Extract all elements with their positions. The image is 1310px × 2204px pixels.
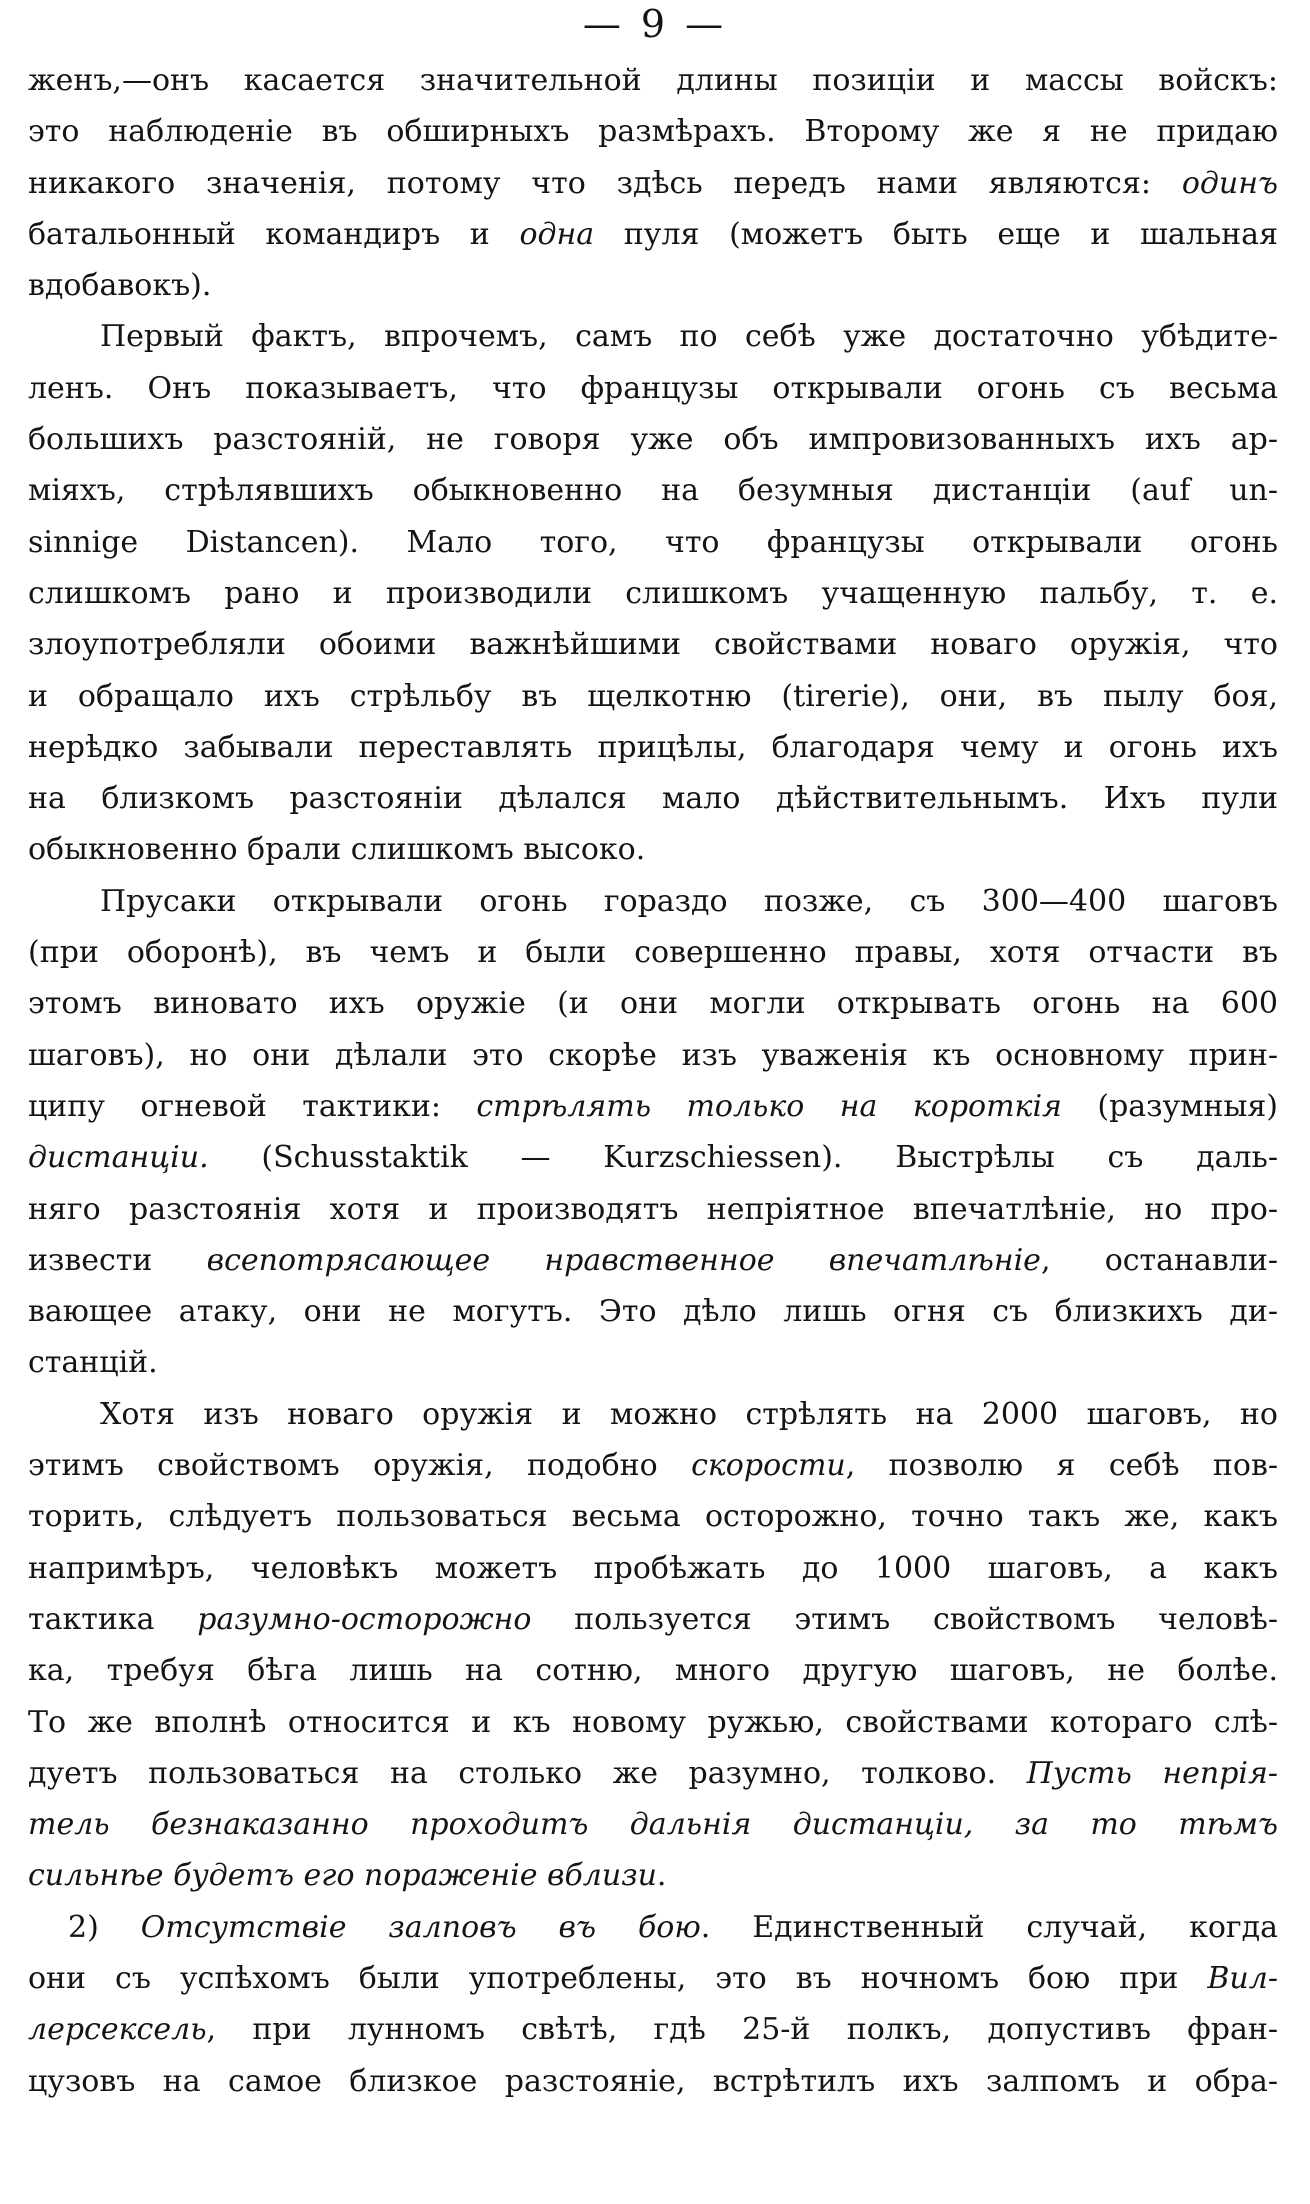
text-line: они съ успѣхомъ были употреблены, это въ ночномъ бою при Вил- (28, 1960, 1278, 1996)
text-line: То же вполнѣ относится и къ новому ружью, свойствами котораго слѣ- (28, 1704, 1278, 1740)
text-line: міяхъ, стрѣлявшихъ обыкновенно на безумныя дистанціи (auf un- (28, 473, 1278, 509)
text-line: ципу огневой тактики: стрѣлять только на короткія (разумныя) (28, 1088, 1278, 1124)
text-line: большихъ разстояній, не говоря уже объ импровизованныхъ ихъ ар- (28, 422, 1278, 458)
text-line: дуетъ пользоваться на столько же разумно, толково. Пусть непрія- (28, 1755, 1278, 1791)
text-line: станцій. (28, 1345, 158, 1381)
text-line: напримѣръ, человѣкъ можетъ пробѣжать до 1000 шаговъ, а какъ (28, 1550, 1278, 1586)
text-line: торить, слѣдуетъ пользоваться весьма осторожно, точно такъ же, какъ (28, 1499, 1278, 1535)
body-text (28, 55, 1278, 2107)
page-number: — 9 — (582, 2, 728, 46)
text-line: батальонный командиръ и одна пуля (можетъ быть еще и шальная (28, 216, 1278, 252)
paragraph-first-line: 2) Отсутствіе залповъ въ бою. Единственный случай, когда (68, 1909, 1278, 1945)
text-line: обыкновенно брали слишкомъ высоко. (28, 832, 646, 868)
text-line: этимъ свойствомъ оружія, подобно скорости, позволю я себѣ пов- (28, 1448, 1278, 1484)
text-line: злоупотребляли обоими важнѣйшими свойствами новаго оружія, что (28, 627, 1278, 663)
paragraph-first-line: Первый фактъ, впрочемъ, самъ по себѣ уже достаточно убѣдите- (100, 319, 1278, 355)
text-line: (при оборонѣ), въ чемъ и были совершенно правы, хотя отчасти въ (28, 935, 1278, 971)
text-line: лерсексель, при лунномъ свѣтѣ, гдѣ 25-й полкъ, допустивъ фран- (28, 2012, 1278, 2048)
text-line: извести всепотрясающее нравственное впечатлѣніе, останавли- (28, 1242, 1278, 1278)
text-line: тель безнаказанно проходитъ дальнія дистанціи, за то тѣмъ (28, 1807, 1278, 1843)
text-line: женъ,—онъ касается значительной длины позиціи и массы войскъ: (28, 63, 1278, 98)
text-line: ка, требуя бѣга лишь на сотню, много другую шаговъ, не болѣе. (28, 1653, 1278, 1689)
text-line: вающее атаку, они не могутъ. Это дѣло лишь огня съ близкихъ ди- (28, 1294, 1278, 1330)
text-line: няго разстоянія хотя и производятъ непріятное впечатлѣніе, но про- (28, 1191, 1278, 1227)
text-line: цузовъ на самое близкое разстояніе, встрѣтилъ ихъ залпомъ и обра- (28, 2063, 1278, 2099)
text-line: слишкомъ рано и производили слишкомъ учащенную пальбу, т. е. (28, 575, 1278, 611)
text-line: и обращало ихъ стрѣльбу въ щелкотню (tirerie), они, въ пылу боя, (28, 678, 1278, 714)
text-line: sinnige Distancen). Мало того, что французы открывали огонь (28, 524, 1278, 560)
paragraph-first-line: Хотя изъ новаго оружія и можно стрѣлять на 2000 шаговъ, но (100, 1396, 1278, 1432)
text-line: тактика разумно-осторожно пользуется этимъ свойствомъ человѣ- (28, 1601, 1278, 1637)
text-line: дистанціи. (Schusstaktik — Kurzschiessen). Выстрѣлы съ даль- (28, 1140, 1278, 1176)
text-line: шаговъ), но они дѣлали это скорѣе изъ уваженія къ основному прин- (28, 1037, 1278, 1073)
text-line: никакого значенія, потому что здѣсь передъ нами являются: одинъ (28, 165, 1278, 201)
text-line: ленъ. Онъ показываетъ, что французы открывали огонь съ весьма (28, 370, 1278, 406)
text-line: на близкомъ разстояніи дѣлался мало дѣйствительнымъ. Ихъ пули (28, 781, 1278, 817)
text-line: это наблюденіе въ обширныхъ размѣрахъ. Второму же я не придаю (28, 114, 1278, 150)
paragraph-first-line: Прусаки открывали огонь гораздо позже, съ 300—400 шаговъ (100, 883, 1278, 919)
text-line: сильнѣе будетъ его пораженіе вблизи. (28, 1858, 667, 1894)
text-line: этомъ виновато ихъ оружіе (и они могли открывать огонь на 600 (28, 986, 1278, 1022)
text-line: вдобавокъ). (28, 268, 212, 304)
text-line: нерѣдко забывали переставлять прицѣлы, благодаря чему и огонь ихъ (28, 729, 1278, 765)
